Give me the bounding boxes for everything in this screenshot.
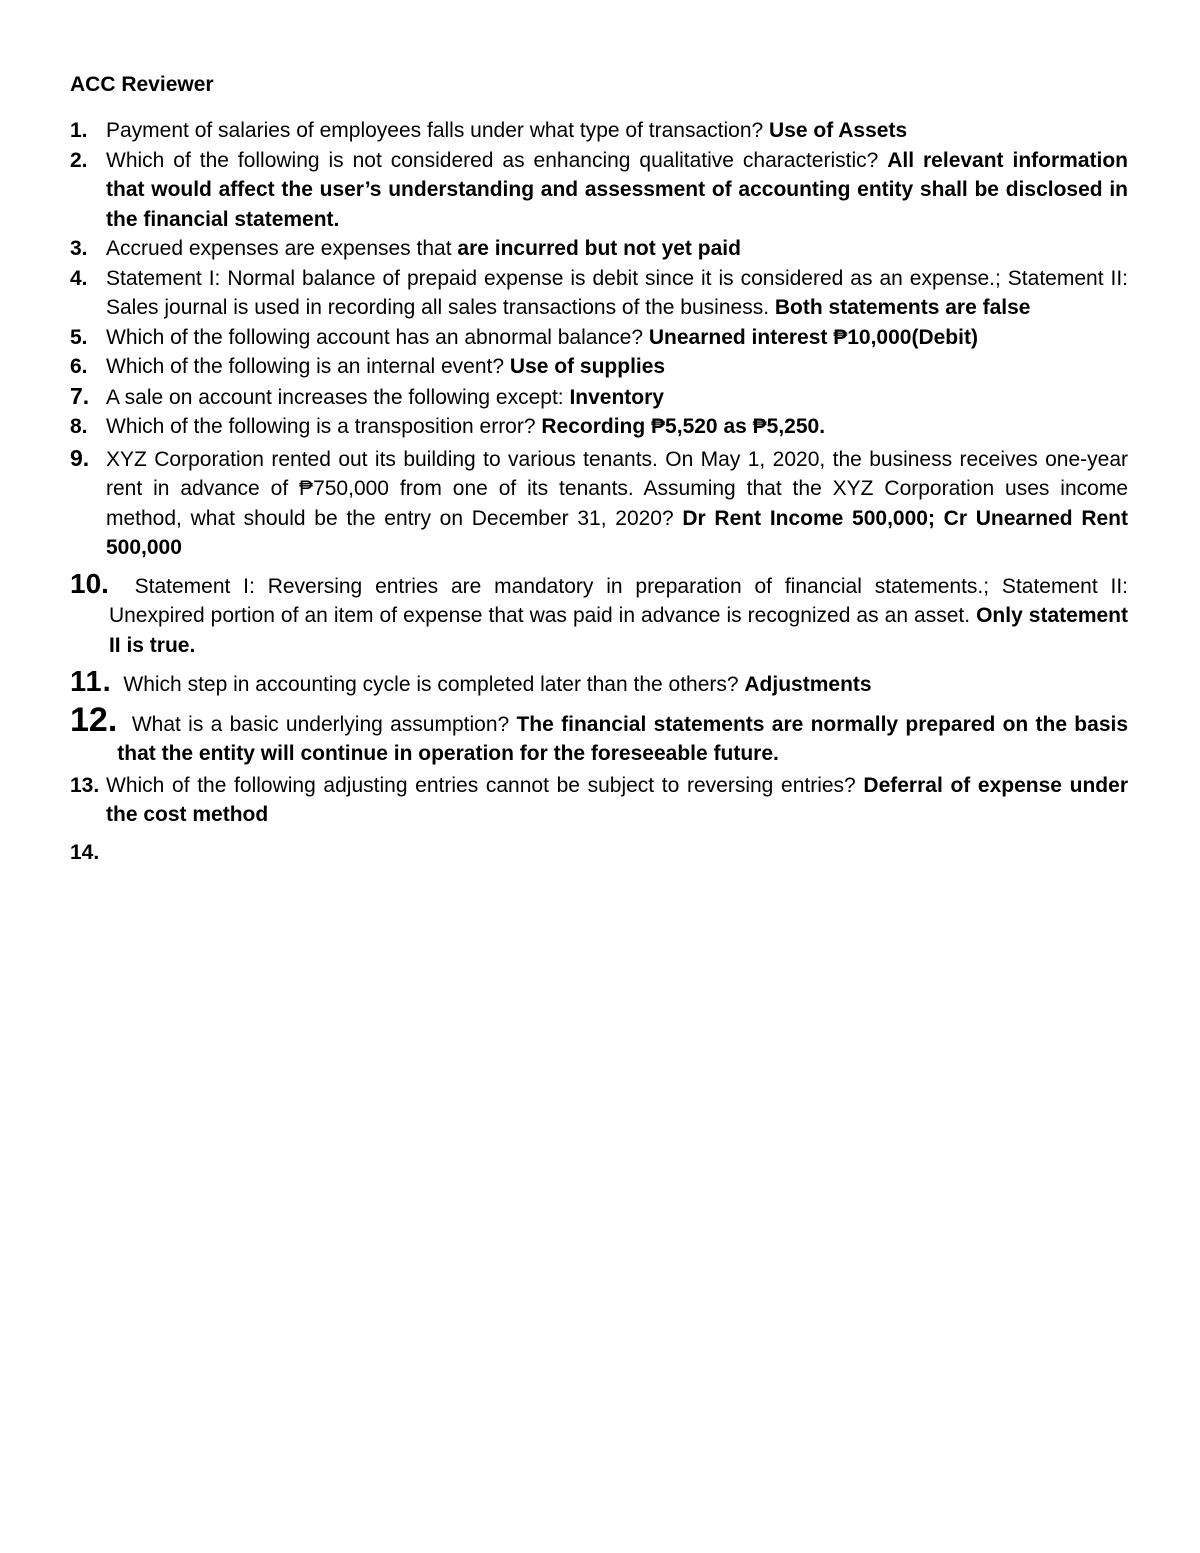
list-item — [70, 323, 1128, 353]
list-item — [70, 234, 1128, 264]
item-text — [117, 710, 1128, 769]
question-text: Accrued expenses are expenses that — [106, 237, 458, 260]
question-text: Which step in accounting cycle is completed later than the others? — [123, 673, 745, 696]
question-text: Which of the following account has an abnormal balance? — [106, 325, 649, 349]
question-text: Which of the following adjusting entries cannot be subject to reversing entries? — [106, 773, 864, 797]
list-item — [70, 700, 1129, 769]
page-title: ACC Reviewer — [70, 73, 214, 96]
answer-text: Use of supplies — [509, 355, 666, 378]
question-text: Statement I: Normal balance of prepaid expense is debit since it is considered as an expense.; Statement II: Sales journal is used in recording all sales transactions of the business. — [106, 266, 1128, 319]
item-number: 9. — [70, 444, 90, 471]
item-text — [112, 670, 1128, 700]
list-item — [70, 771, 1128, 830]
answer-text: Both statements are false — [774, 296, 1031, 319]
answer-text: Use of Assets — [769, 119, 908, 142]
item-number: 7. — [70, 382, 90, 409]
question-list — [70, 116, 1128, 867]
item-number: 11. — [70, 666, 112, 698]
list-item — [70, 352, 1128, 382]
item-text — [106, 323, 1128, 353]
answer-text: Deferral of expense under the cost method — [106, 773, 1128, 826]
item-text — [109, 572, 1128, 661]
item-number: 4. — [70, 266, 88, 290]
answer-text: are incurred but not yet paid — [457, 237, 741, 260]
item-text — [106, 383, 1128, 413]
list-item — [70, 146, 1128, 235]
list-item — [70, 264, 1128, 323]
question-text: A sale on account increases the following except: — [106, 385, 570, 409]
item-number: 13. — [70, 773, 100, 797]
list-item — [70, 668, 1128, 700]
answer-text: Dr Rent Income 500,000; Cr Unearned Rent 500,000 — [106, 506, 1128, 559]
item-text — [106, 412, 1128, 442]
item-number: 14. — [70, 840, 100, 864]
item-number: 8. — [70, 415, 88, 438]
question-text: Which of the following is not considered as enhancing qualitative characteristic? — [106, 148, 888, 172]
answer-text: Recording ₱5,520 as ₱5,250. — [541, 415, 826, 438]
answer-text: The financial statements are normally prepared on the basis that the entity will continue in operation for the foreseeable future. — [117, 712, 1129, 765]
item-text — [106, 771, 1128, 830]
answer-text: Inventory — [569, 385, 664, 409]
item-text — [106, 234, 1128, 264]
item-text — [106, 116, 1128, 146]
answer-text: Adjustments — [744, 673, 872, 696]
question-text: Statement I: Reversing entries are mandatory in preparation of financial statements.; Statement II: Unexpired portion of an item of expense that was paid in advance is recognized as an asset. — [108, 574, 1129, 627]
answer-text: Only statement II is true. — [108, 604, 1128, 657]
item-number: 10. — [70, 567, 109, 599]
question-text: XYZ Corporation rented out its building to various tenants. On May 1, 2020, the business receives one-year rent in advance of ₱750,000 from one of its tenants. Assuming that the XYZ Corporation uses income method, what should be the entry on December 31, 2020? — [106, 447, 1128, 530]
question-text: Which of the following is an internal event? — [106, 355, 510, 378]
item-text — [106, 146, 1128, 235]
item-text — [106, 264, 1128, 323]
item-text — [106, 830, 1128, 859]
list-item — [70, 116, 1128, 146]
answer-text: All relevant information that would affect the user’s understanding and assessment of accounting entity shall be disclosed in the financial statement. — [106, 148, 1128, 231]
item-text — [106, 445, 1128, 563]
item-number: 12. — [70, 700, 118, 739]
answer-text: Unearned interest ₱10,000(Debit) — [648, 325, 978, 349]
item-text — [106, 352, 1128, 382]
item-number: 5. — [70, 325, 88, 349]
item-number: 1. — [70, 119, 88, 142]
list-item — [70, 382, 1128, 413]
question-text: Which of the following is a transposition error? — [106, 415, 542, 438]
question-text: What is a basic underlying assumption? — [131, 712, 517, 736]
list-item — [70, 444, 1128, 563]
question-text: Payment of salaries of employees falls under what type of transaction? — [106, 119, 770, 142]
list-item — [70, 412, 1128, 442]
list-item — [70, 830, 1128, 868]
item-number: 2. — [70, 148, 88, 172]
item-number: 6. — [70, 355, 88, 378]
item-number: 3. — [70, 237, 88, 260]
list-item — [70, 569, 1128, 661]
